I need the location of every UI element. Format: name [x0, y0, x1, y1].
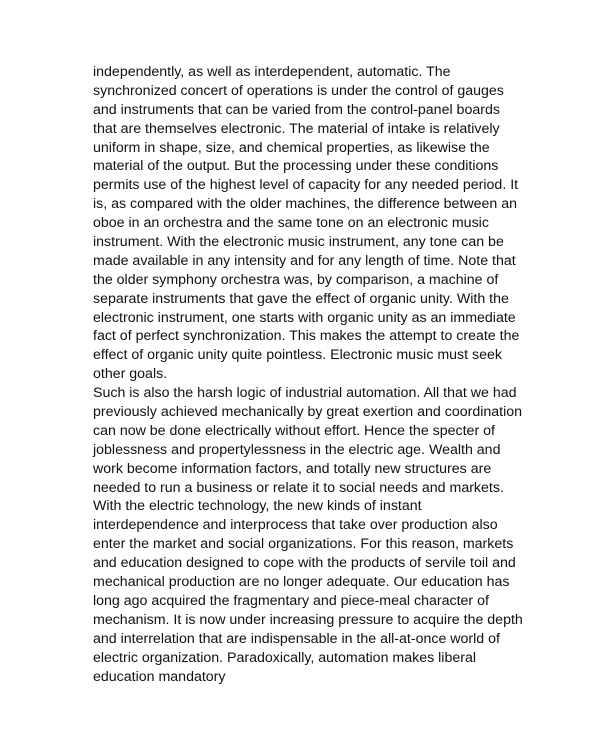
text-line: is, as compared with the older machines, the difference between an: [93, 196, 518, 213]
text-line: needed to run a business or relate it to social needs and markets.: [93, 479, 504, 496]
text-line: mechanism. It is now under increasing pressure to acquire the depth: [93, 611, 523, 628]
text-line: joblessness and propertylessness in the electric age. Wealth and: [93, 441, 501, 458]
text-line: can now be done electrically without effort. Hence the specter of: [93, 422, 495, 439]
text-line: education mandatory: [93, 668, 226, 685]
text-line: long ago acquired the fragmentary and piece-meal character of: [93, 592, 489, 609]
text-line: independently, as well as interdependent, automatic. The: [93, 64, 451, 80]
text-line: made available in any intensity and for any length of time. Note that: [93, 252, 516, 269]
text-line: separate instruments that gave the effect of organic unity. With the: [93, 290, 509, 307]
text-line: uniform in shape, size, and chemical properties, as likewise the: [93, 139, 490, 156]
text-line: instrument. With the electronic music instrument, any tone can be: [93, 234, 504, 251]
text-line: interdependence and interprocess that take over production also: [93, 517, 498, 534]
text-line: and education designed to cope with the products of servile toil and: [93, 555, 516, 572]
text-line: that are themselves electronic. The material of intake is relatively: [93, 120, 500, 137]
text-line: other goals.: [93, 366, 168, 383]
text-line: Such is also the harsh logic of industrial automation. All that we had: [93, 385, 517, 402]
text-line: fact of perfect synchronization. This makes the attempt to create the: [93, 328, 520, 345]
text-line: permits use of the highest level of capacity for any needed period. It: [93, 177, 519, 194]
text-line: oboe in an orchestra and the same tone on an electronic music: [93, 215, 489, 232]
text-line: and instruments that can be varied from the control-panel boards: [93, 101, 500, 118]
text-line: mechanical production are no longer adequate. Our education has: [93, 574, 510, 591]
text-line: material of the output. But the processing under these conditions: [93, 158, 499, 175]
text-line: work become information factors, and totally new structures are: [93, 460, 492, 477]
text-line: synchronized concert of operations is under the control of gauges: [93, 82, 504, 99]
text-line: and interrelation that are indispensable in the all-at-once world of: [93, 630, 500, 647]
text-line: electronic instrument, one starts with organic unity as an immediate: [93, 309, 516, 326]
text-line: effect of organic unity quite pointless. Electronic music must seek: [93, 347, 503, 364]
text-line: With the electric technology, the new kinds of instant: [93, 498, 422, 515]
paragraph: [93, 63, 523, 384]
text-line: electric organization. Paradoxically, automation makes liberal: [93, 649, 476, 666]
text-line: the older symphony orchestra was, by comparison, a machine of: [93, 271, 499, 288]
text-line: enter the market and social organizations. For this reason, markets: [93, 536, 514, 553]
paragraph: [93, 384, 523, 686]
text-line: previously achieved mechanically by great exertion and coordination: [93, 404, 523, 421]
body-text: [93, 63, 523, 686]
